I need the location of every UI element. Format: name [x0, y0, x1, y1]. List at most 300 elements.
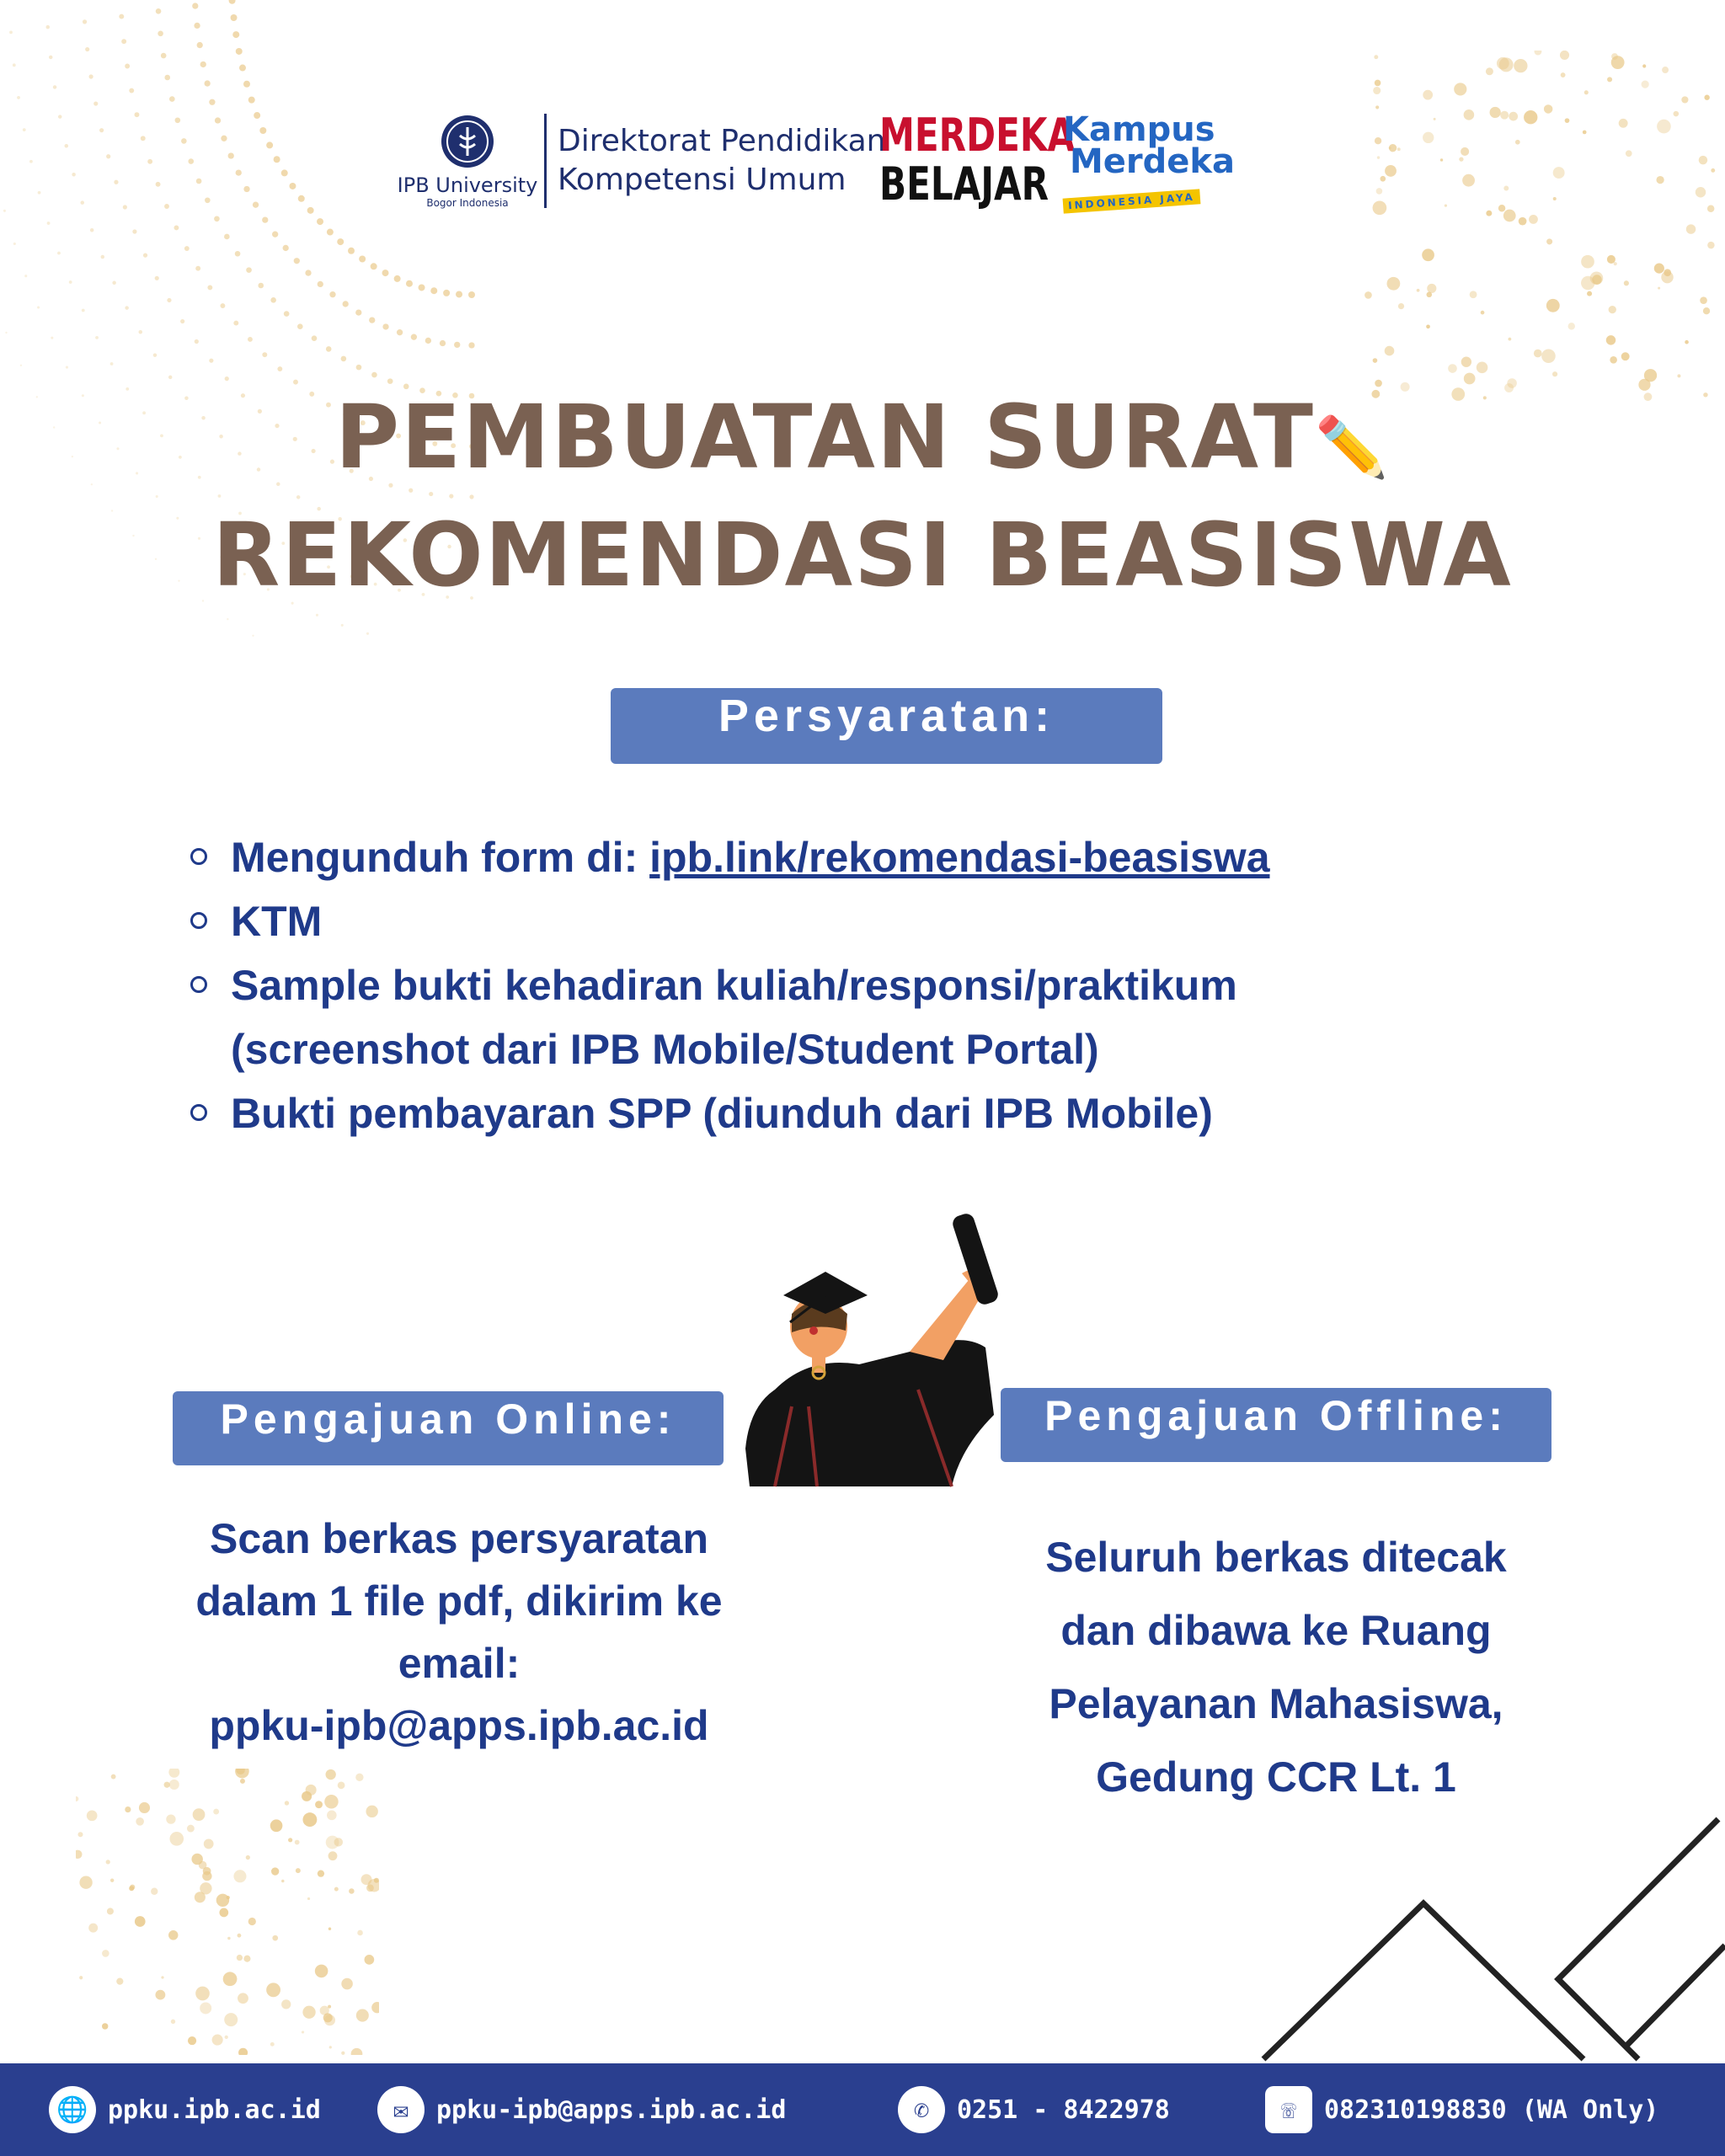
decorative-splatter-top-right	[1365, 51, 1718, 404]
decorative-dot	[181, 138, 187, 144]
decorative-dot	[76, 1796, 78, 1801]
decorative-dot	[246, 1855, 250, 1860]
decorative-dot	[207, 285, 212, 290]
decorative-dot	[184, 246, 190, 251]
decorative-dot	[1611, 56, 1625, 69]
decorative-dot	[369, 317, 375, 323]
decorative-dot	[143, 253, 147, 258]
phone-icon: ✆	[898, 2086, 945, 2133]
decorative-dot	[1389, 144, 1397, 152]
decorative-dot	[66, 366, 68, 369]
decorative-dot	[139, 1802, 150, 1813]
decorative-dot	[1703, 307, 1710, 314]
decorative-dot	[284, 311, 290, 317]
decorative-dot	[72, 173, 76, 177]
decorative-dot	[106, 154, 110, 158]
decorative-dot	[419, 284, 425, 291]
decorative-dot	[221, 136, 227, 141]
decorative-dot	[312, 335, 318, 341]
decorative-dot	[1711, 168, 1715, 173]
decorative-dot	[1581, 255, 1594, 269]
decorative-dot	[315, 1801, 323, 1808]
decorative-dot	[110, 362, 114, 366]
decorative-dot	[307, 207, 314, 214]
decorative-dot	[430, 287, 437, 294]
decorative-dot	[129, 1886, 134, 1891]
decorative-dot	[1490, 107, 1501, 118]
decorative-dot	[65, 144, 69, 148]
decorative-dot	[270, 297, 276, 303]
decorative-dot	[454, 342, 460, 348]
decorative-dot	[272, 232, 278, 237]
decorative-dot	[168, 1930, 178, 1940]
decorative-dot	[164, 1782, 170, 1788]
decorative-dot	[164, 204, 169, 209]
decorative-dot	[1587, 291, 1592, 296]
decorative-dot	[355, 1774, 363, 1781]
decorative-dot	[1462, 174, 1475, 187]
decorative-dot	[334, 1887, 339, 1892]
decorative-dot	[341, 624, 344, 627]
decorative-dot	[1508, 338, 1511, 341]
decorative-dot	[1661, 271, 1673, 283]
decorative-dot	[295, 1840, 300, 1845]
decorative-dot	[243, 1956, 250, 1962]
decorative-dot	[236, 169, 242, 175]
decorative-dot	[1461, 357, 1471, 367]
decorative-dot	[196, 179, 202, 184]
decorative-dot	[341, 356, 347, 362]
decorative-dot	[129, 88, 134, 93]
decorative-dot	[1422, 248, 1434, 261]
decorative-dot	[1658, 287, 1660, 290]
requirement-ktm: KTM	[231, 898, 323, 945]
decorative-dot	[240, 1779, 245, 1784]
decorative-dot	[161, 53, 167, 59]
decorative-dot	[125, 64, 130, 69]
decorative-dot	[147, 159, 152, 164]
graduate-illustration	[741, 1196, 1044, 1491]
decorative-dot	[361, 1874, 372, 1885]
decorative-dot	[1500, 111, 1509, 120]
decorative-dot	[348, 248, 355, 254]
online-heading: Pengajuan Online:	[173, 1391, 724, 1465]
decorative-dot	[1373, 87, 1381, 94]
decorative-dot	[355, 309, 361, 315]
decorative-dot	[1374, 55, 1378, 59]
globe-icon: 🌐	[49, 2086, 96, 2133]
decorative-dot	[76, 1850, 82, 1859]
decorative-dot	[169, 96, 175, 102]
decorative-dot	[227, 618, 228, 620]
decorative-dot	[1445, 204, 1447, 206]
decorative-dot	[297, 323, 303, 329]
decorative-dot	[1642, 81, 1649, 88]
decorative-dot	[235, 1769, 249, 1778]
decorative-dot	[102, 1950, 109, 1957]
decorative-dot	[281, 1880, 285, 1883]
decorative-dot	[235, 251, 241, 257]
decorative-dot	[195, 266, 200, 271]
decorative-dot	[302, 2031, 304, 2033]
decorative-dot	[51, 337, 53, 339]
decorative-dot	[1560, 51, 1569, 60]
decorative-dot	[95, 336, 99, 339]
decorative-dot	[359, 255, 366, 262]
decorative-dot	[252, 635, 254, 637]
decorative-dot	[13, 243, 16, 245]
decorative-dot	[1524, 110, 1537, 124]
decorative-dot	[195, 1987, 210, 2001]
footer-website[interactable]: 🌐 ppku.ipb.ac.id	[49, 2079, 321, 2141]
decorative-dot	[1707, 242, 1714, 248]
decorative-dot	[318, 281, 323, 287]
decorative-dot	[47, 221, 51, 225]
decorative-dot	[1434, 118, 1436, 120]
decorative-dot	[29, 160, 33, 163]
decorative-dot	[155, 276, 159, 280]
decorative-dot	[1553, 167, 1565, 179]
decorative-dot	[205, 197, 211, 203]
decorative-dot	[1677, 374, 1680, 377]
decorative-dot	[270, 1819, 283, 1832]
decorative-dot	[203, 1867, 211, 1876]
decorative-dot	[285, 1801, 289, 1805]
decorative-dot	[99, 128, 104, 132]
decorative-dot	[302, 2006, 315, 2019]
decorative-dot	[1375, 80, 1381, 87]
footer-email[interactable]: ✉ ppku-ipb@apps.ipb.ac.id	[377, 2079, 786, 2141]
decorative-dot	[317, 218, 323, 225]
decorative-dot	[85, 47, 89, 51]
decorative-dot	[274, 156, 280, 163]
decorative-dot	[366, 632, 369, 635]
decorative-dot	[1606, 335, 1616, 344]
decorative-dot	[1459, 157, 1463, 161]
decorative-dot	[161, 1976, 163, 1978]
decorative-dot	[1514, 59, 1527, 72]
decorative-dot	[1498, 205, 1505, 211]
decorative-dot	[1704, 95, 1709, 100]
decorative-dot	[166, 1814, 175, 1823]
decorative-dot	[1607, 255, 1616, 264]
decorative-dot	[106, 1860, 110, 1864]
decorative-dot	[302, 1791, 312, 1801]
decorative-dot	[1654, 264, 1664, 274]
decorative-dot	[341, 2052, 344, 2055]
decorative-dot	[1699, 156, 1708, 165]
decorative-dot	[374, 1878, 379, 1883]
decorative-dot	[1385, 346, 1395, 356]
decorative-dot	[80, 200, 84, 205]
decorative-dot	[1519, 217, 1527, 226]
decorative-dot	[1515, 140, 1520, 145]
ipb-logo	[396, 114, 539, 215]
decorative-dot	[13, 63, 16, 67]
decorative-dot	[1376, 188, 1383, 195]
decorative-dot	[259, 127, 266, 134]
decorative-dot	[1662, 67, 1669, 73]
decorative-dot	[20, 365, 22, 366]
decorative-dot	[1427, 284, 1436, 293]
decorative-dot	[1590, 271, 1604, 285]
decorative-dot	[49, 56, 53, 60]
decorative-dot	[329, 291, 335, 297]
decorative-dot	[1614, 262, 1617, 265]
decorative-dot	[233, 321, 238, 326]
decorative-dot	[271, 1867, 279, 1875]
decorative-dot	[1385, 165, 1397, 177]
decorative-dot	[1624, 280, 1629, 286]
decorative-dot	[1700, 296, 1707, 304]
decorative-dot	[1464, 109, 1475, 120]
decorative-dot	[338, 1781, 345, 1789]
decorative-dot	[194, 23, 200, 29]
decorative-dot	[236, 48, 243, 55]
decorative-dot	[443, 290, 450, 296]
decorative-dot	[1397, 147, 1401, 151]
footer-whatsapp[interactable]: ☏ 082310198830 (WA Only)	[1265, 2079, 1658, 2141]
decorative-dot	[1486, 67, 1493, 75]
decorative-dot	[23, 128, 26, 131]
decorative-dot	[357, 1930, 363, 1936]
pencil-icon: ✏️	[1314, 413, 1391, 482]
decorative-dot	[371, 2002, 379, 2013]
decorative-dot	[209, 99, 215, 105]
decorative-dot	[298, 195, 305, 202]
decorative-dot	[219, 1908, 228, 1918]
decorative-dot	[82, 309, 85, 312]
decorative-dot	[180, 319, 184, 323]
decorative-dot	[262, 352, 267, 357]
decorative-dot	[328, 1851, 338, 1860]
decorative-dot	[327, 1811, 337, 1821]
page-title	[0, 383, 1725, 609]
decorative-dot	[169, 1832, 184, 1846]
decorative-dot	[195, 339, 199, 344]
decorative-dot	[356, 2009, 369, 2022]
decorative-dot	[232, 31, 239, 38]
decorative-dot	[112, 281, 116, 286]
decorative-dot	[223, 1972, 238, 1986]
decorative-dot	[1440, 158, 1443, 161]
decorative-dot	[212, 2035, 223, 2046]
decorative-dot	[151, 1888, 158, 1895]
decorative-dot	[1621, 352, 1630, 360]
ipb-name: IPB University	[397, 173, 538, 197]
decorative-dot	[1470, 291, 1477, 298]
decorative-dot	[69, 280, 72, 284]
decorative-dot	[93, 101, 98, 105]
decorative-dot	[366, 1806, 377, 1817]
decorative-dot	[1534, 350, 1542, 358]
decorative-dot	[107, 1908, 114, 1914]
decorative-dot	[281, 1999, 291, 2009]
decorative-dot	[1696, 187, 1706, 197]
decorative-dot	[1481, 311, 1485, 315]
decorative-dot	[277, 366, 282, 371]
decorative-dot	[156, 182, 161, 187]
decorative-dot	[169, 1780, 179, 1790]
decorative-dot	[468, 342, 474, 348]
decorative-dot	[88, 74, 93, 78]
decorative-dot	[1503, 210, 1516, 222]
ipb-emblem-icon	[440, 114, 495, 169]
decorative-dot	[329, 2046, 332, 2048]
decorative-dot	[425, 338, 431, 344]
decorative-dot	[1619, 119, 1628, 128]
kampus-merdeka-logo: Kampus Merdeka INDONESIA JAYA	[1063, 114, 1235, 210]
decorative-dot	[1365, 291, 1372, 299]
decorative-dot	[1373, 358, 1378, 363]
decorative-dot	[38, 191, 41, 195]
decorative-dot	[228, 152, 234, 158]
decorative-dot	[225, 376, 229, 381]
requirements-heading: Persyaratan:	[611, 688, 1162, 764]
decorative-dot	[215, 117, 221, 123]
footer-phone[interactable]: ✆ 0251 - 8422978	[898, 2079, 1170, 2141]
decorative-dot	[238, 1993, 248, 2004]
decorative-dot	[281, 169, 288, 176]
decorative-dot	[324, 1795, 339, 1809]
decorative-dot	[158, 30, 163, 36]
decorative-dot	[171, 2020, 175, 2024]
requirement-attendance: Sample bukti kehadiran kuliah/responsi/praktikum (screenshot dari IPB Mobile/Student Portal)	[231, 962, 1237, 1073]
decorative-dot	[305, 270, 311, 275]
decorative-dot	[283, 245, 289, 251]
decorative-dot	[110, 1879, 114, 1882]
decorative-dot	[1426, 325, 1430, 329]
decorative-dot	[167, 298, 171, 302]
decorative-dot	[111, 1774, 116, 1780]
decorative-dot	[204, 1839, 214, 1849]
decorative-dot	[1685, 340, 1689, 344]
decorative-dot	[188, 2036, 196, 2045]
mail-icon: ✉	[377, 2086, 425, 2133]
decorative-dot	[139, 330, 143, 334]
decorative-dot	[1583, 131, 1587, 135]
decorative-dot	[272, 1935, 278, 1941]
decorative-dot	[1607, 77, 1612, 82]
decorative-dot	[262, 216, 268, 222]
decorative-dot	[397, 329, 403, 335]
decorative-dot	[1454, 83, 1466, 95]
decorative-dot	[224, 2013, 238, 2026]
decorative-dot	[90, 228, 94, 232]
decorative-dot	[237, 1955, 243, 1961]
decorative-dot	[243, 186, 249, 192]
decorative-dot	[1552, 371, 1557, 376]
decorative-dot	[195, 1892, 206, 1903]
decorative-dot	[1610, 356, 1617, 364]
decorative-dot	[341, 1978, 353, 1990]
decorative-dot	[205, 80, 211, 86]
decorative-dot	[253, 202, 259, 208]
online-email-link[interactable]: ppku-ipb@apps.ipb.ac.id	[209, 1702, 709, 1749]
decorative-dot	[58, 115, 62, 119]
decorative-dot	[371, 372, 377, 378]
decorative-dot	[382, 270, 389, 276]
form-link[interactable]: ipb.link/rekomendasi-beasiswa	[649, 834, 1270, 881]
decorative-dot	[254, 112, 260, 119]
decorative-dot	[79, 1976, 83, 1979]
decorative-dot	[266, 141, 273, 148]
decorative-dot	[77, 1832, 83, 1837]
decorative-dot	[191, 1854, 202, 1865]
decorative-dot	[328, 1928, 331, 1930]
decorative-dot	[1584, 90, 1589, 94]
decorative-dot	[57, 252, 61, 255]
decorative-dot	[1377, 156, 1380, 158]
decorative-dot	[1380, 176, 1386, 182]
decorative-dot	[102, 2023, 108, 2029]
decorative-dot	[337, 238, 344, 245]
decorative-dot	[1707, 205, 1715, 212]
decorative-dot	[1544, 104, 1553, 114]
decorative-dot	[302, 1812, 317, 1827]
decorative-dot	[188, 158, 194, 164]
decorative-dot	[1686, 224, 1696, 233]
decorative-dot	[316, 614, 318, 616]
decorative-dot	[371, 263, 377, 270]
decorative-dot	[307, 1897, 310, 1900]
decorative-dot	[243, 81, 250, 88]
decorative-dot	[1477, 362, 1488, 374]
decorative-dot	[155, 1990, 165, 2000]
decorative-dot	[200, 61, 206, 67]
decorative-dot	[1375, 105, 1379, 109]
decorative-dot	[125, 1806, 131, 1812]
decorative-dot	[135, 112, 140, 117]
decorative-dot	[1387, 277, 1401, 291]
decorative-dot	[46, 25, 51, 29]
decorative-dot	[101, 255, 105, 259]
decorative-dot	[17, 96, 20, 99]
decorative-dot	[327, 229, 334, 236]
decorative-dot	[174, 225, 179, 230]
footer-bar	[0, 2063, 1725, 2156]
decorative-dot	[1681, 96, 1688, 103]
decorative-dot	[123, 205, 127, 209]
online-instructions: Scan berkas persyaratan dalam 1 file pdf, dikirim ke email: ppku-ipb@apps.ipb.ac.id	[126, 1508, 792, 1757]
decorative-dot	[468, 291, 475, 298]
decorative-dot	[224, 234, 230, 240]
decorative-dot	[323, 2013, 333, 2022]
decorative-dot	[248, 97, 255, 104]
merdeka-belajar-logo: MERDEKA BELAJAR	[879, 109, 1076, 211]
decorative-dot	[1656, 176, 1664, 184]
decorative-dot	[24, 275, 27, 277]
decorative-dot	[1674, 111, 1680, 117]
decorative-splatter-bottom-left	[76, 1769, 379, 2055]
decorative-dot	[1535, 51, 1542, 55]
decorative-dot	[1626, 150, 1632, 157]
decorative-dot	[289, 183, 296, 189]
decorative-dot	[248, 337, 253, 342]
decorative-dot	[394, 275, 401, 282]
decorative-dot	[192, 3, 198, 8]
decorative-dot	[83, 19, 87, 24]
decorative-dot	[216, 1894, 229, 1907]
bullet-icon	[190, 912, 207, 929]
decorative-dot	[318, 1870, 324, 1877]
decorative-dot	[1423, 132, 1434, 143]
decorative-dot	[239, 65, 246, 72]
decorative-dot	[141, 136, 146, 141]
decorative-dot	[1398, 303, 1404, 309]
decorative-dot	[382, 323, 388, 329]
requirement-download-form: Mengunduh form di: ipb.link/rekomendasi-beasiswa	[231, 834, 1270, 881]
